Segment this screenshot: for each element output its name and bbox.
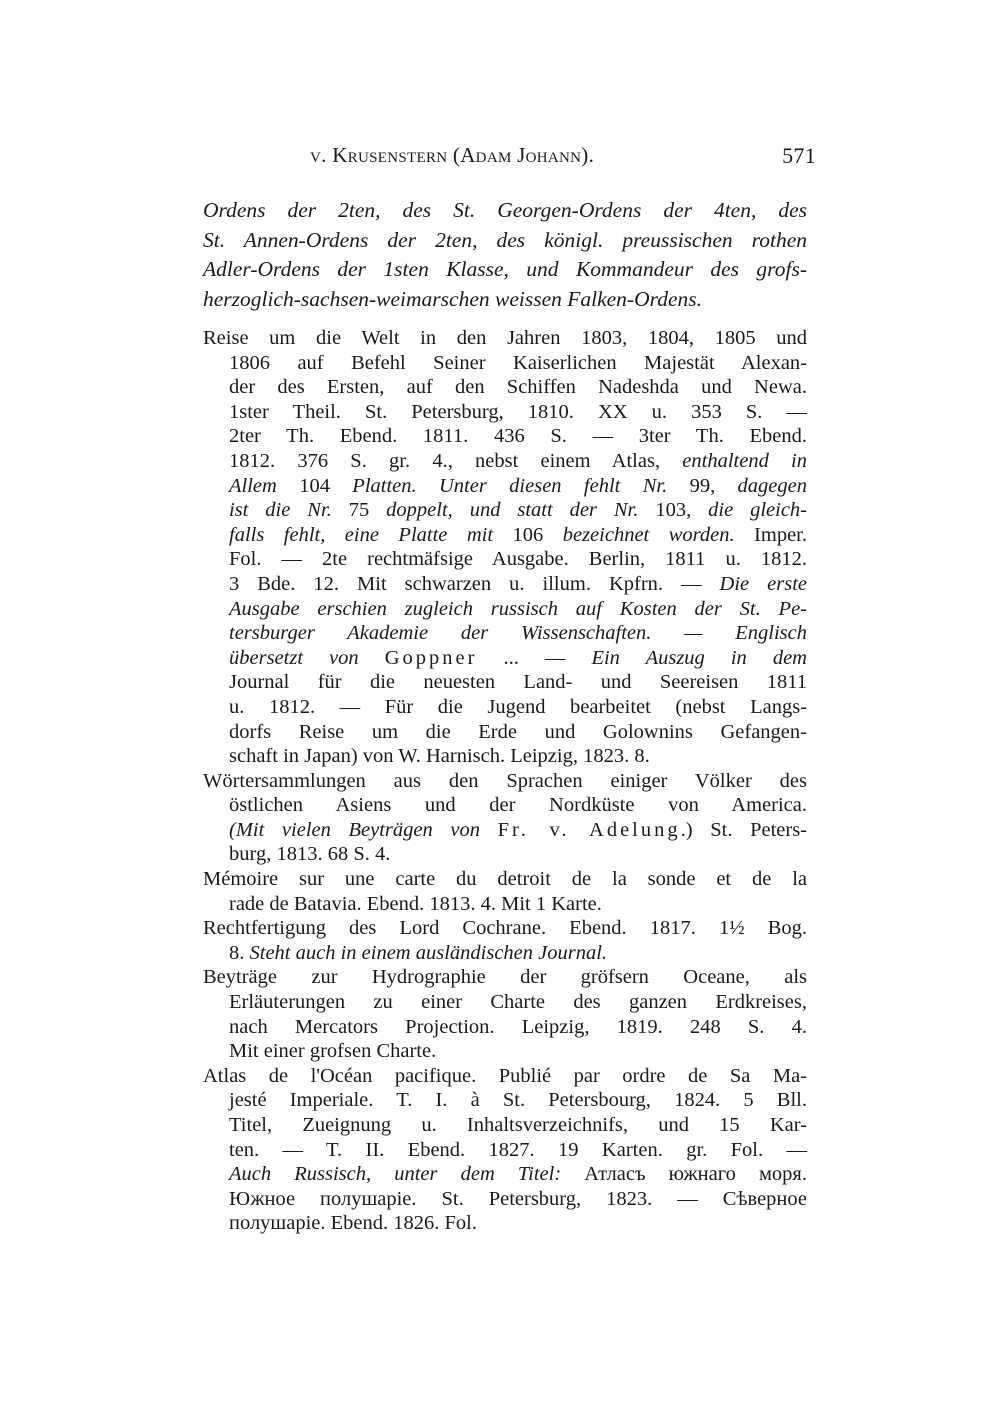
text-segment: jesté Imperiale. T. I. à St. Petersbourg, 1824. 5 Bll. [229, 1089, 807, 1112]
text-segment: dorfs Reise um die Erde und Golownins Gefangen- [229, 720, 807, 743]
entry-line [203, 965, 807, 990]
entry-line [203, 990, 807, 1015]
text-segment: ist die Nr. [229, 499, 349, 522]
text-segment: u. 1812. — Für die Jugend bearbeitet (nebst Langs- [229, 695, 807, 718]
text-segment: Erläuterungen zu einer Charte des ganzen Erdkreises, [229, 991, 807, 1014]
text-segment: enthaltend in [682, 449, 807, 472]
text-segment: übersetzt von [229, 646, 385, 669]
text-segment: burg, 1813. 68 S. 4. [229, 843, 391, 866]
text-segment: Die erste [719, 572, 807, 595]
entry-line [203, 375, 807, 400]
text-segment: Atlas de l'Océan pacifique. Publié par ordre de Sa Ma- [203, 1064, 807, 1087]
entry-line [203, 1138, 807, 1163]
text-segment: 106 [512, 523, 563, 546]
intro-paragraph [203, 196, 807, 314]
text-segment: (Mit vielen Beyträgen von [229, 818, 498, 841]
entry-line [203, 572, 807, 597]
bibliography-entries [203, 326, 807, 1236]
entry-line [203, 818, 807, 843]
text-segment: полушаріе. Ebend. 1826. Fol. [229, 1212, 477, 1235]
bibliography-entry [203, 916, 807, 965]
entry-line [203, 842, 807, 867]
text-segment: 75 [348, 499, 387, 522]
entry-line [203, 449, 807, 474]
text-segment: 104 [299, 474, 353, 497]
entry-line [203, 547, 807, 572]
entry-line [203, 1039, 807, 1064]
text-segment: Fr. v. Adelung [497, 818, 681, 841]
entry-line [203, 498, 807, 523]
text-segment: bezeichnet worden. [562, 523, 735, 546]
text-segment: Южное полушаріе. St. Petersburg, 1823. — Сѣверное [229, 1187, 807, 1210]
entry-line [203, 1113, 807, 1138]
text-segment: Ausgabe erschien zugleich russisch auf Kosten der St. Pe- [229, 597, 807, 620]
text-segment: tersburger Akademie der Wissenschaften. — Englisch [229, 622, 807, 645]
entry-line [203, 1211, 807, 1236]
text-segment: Fol. — 2te rechtmäfsige Ausgabe. Berlin, 1811 u. 1812. [229, 548, 807, 571]
text-segment: Rechtfertigung des Lord Cochrane. Ebend. 1817. 1½ Bog. [203, 917, 807, 940]
intro-line: St. Annen-Ordens der 2ten, des königl. preussischen rothen [203, 227, 807, 252]
text-segment: dagegen [737, 474, 807, 497]
text-segment: 1ster Theil. St. Petersburg, 1810. XX u. 353 S. — [229, 400, 807, 423]
text-segment: 2ter Th. Ebend. 1811. 436 S. — 3ter Th. Ebend. [229, 425, 807, 448]
intro-line: Adler-Ordens der 1sten Klasse, und Kommandeur des grofs- [203, 257, 807, 281]
entry-line [203, 1187, 807, 1212]
text-segment: Mit einer grofsen Charte. [229, 1040, 437, 1063]
entry-line [203, 1162, 807, 1187]
text-segment: Wörtersammlungen aus den Sprachen einiger Völker des [203, 769, 807, 792]
bibliography-entry [203, 326, 807, 769]
entry-line [203, 793, 807, 818]
text-segment: rade de Batavia. Ebend. 1813. 4. Mit 1 Karte. [229, 892, 602, 915]
entry-line [203, 351, 807, 376]
entry-line [203, 695, 807, 720]
text-segment: Reise um die Welt in den Jahren 1803, 1804, 1805 und [203, 327, 807, 349]
entry-line [203, 916, 807, 941]
bibliography-entry [203, 965, 807, 1063]
text-segment: Allem [229, 474, 300, 497]
entry-line [203, 1015, 807, 1040]
entry-line [203, 670, 807, 695]
header-title: v. Krusenstern (Adam Johann). [310, 143, 595, 167]
entry-line [203, 720, 807, 745]
text-segment: 99, [689, 474, 738, 497]
entry-line [203, 892, 807, 917]
entry-line [203, 867, 807, 892]
entry-line [203, 1088, 807, 1113]
running-header [310, 143, 830, 173]
text-segment: Auch Russisch, unter dem Titel: [229, 1163, 585, 1186]
text-segment: 1806 auf Befehl Seiner Kaiserlichen Majestät Alexan- [229, 351, 807, 374]
text-segment: Platten. Unter diesen fehlt Nr. [352, 474, 690, 497]
entry-line [203, 424, 807, 449]
text-segment: Titel, Zueignung u. Inhaltsverzeichnifs, und 15 Kar- [229, 1114, 807, 1136]
entry-line [203, 597, 807, 622]
text-segment: nach Mercators Projection. Leipzig, 1819. 248 S. 4. [229, 1015, 807, 1038]
bibliography-entry [203, 867, 807, 916]
text-segment: Mémoire sur une carte du detroit de la sonde et de la [203, 868, 807, 891]
entry-line [203, 523, 807, 548]
text-segment: 3 Bde. 12. Mit schwarzen u. illum. Kpfrn. — [229, 572, 720, 595]
entry-line [203, 474, 807, 499]
text-segment: Ein Auszug in dem [591, 646, 807, 669]
entry-line [203, 400, 807, 425]
text-segment: Journal für die neuesten Land- und Seereisen 1811 [229, 671, 807, 694]
text-segment: ten. — T. II. Ebend. 1827. 19 Karten. gr. Fol. — [229, 1138, 807, 1161]
text-segment: Goppner [384, 646, 478, 669]
page-number: 571 [782, 143, 816, 168]
entry-line [203, 621, 807, 646]
entry-line [203, 646, 807, 671]
bibliography-entry [203, 1064, 807, 1236]
text-segment: 1812. 376 S. gr. 4., nebst einem Atlas, [229, 449, 683, 472]
entry-line [203, 744, 807, 769]
bibliography-entry [203, 769, 807, 867]
text-segment: 103, [655, 499, 709, 522]
text-segment: östlichen Asiens und der Nordküste von America. [229, 794, 807, 817]
entry-line [203, 326, 807, 351]
text-segment: 8. [229, 941, 250, 964]
text-segment: falls fehlt, eine Platte mit [229, 523, 513, 546]
intro-line: herzoglich-sachsen-weimarschen weissen Falken-Ordens. [203, 286, 702, 311]
text-segment: der des Ersten, auf den Schiffen Nadeshda und Newa. [229, 376, 807, 399]
text-segment: .) St. Peters- [680, 818, 808, 841]
entry-line [203, 1064, 807, 1089]
text-segment: doppelt, und statt der Nr. [386, 499, 656, 522]
entry-line [203, 769, 807, 794]
text-segment: die gleich- [708, 499, 808, 522]
text-segment: Imper. [734, 523, 808, 546]
text-segment: Steht auch in einem ausländischen Journal. [249, 941, 608, 964]
text-segment: Атласъ южнаго моря. [584, 1163, 807, 1186]
intro-line: Ordens der 2ten, des St. Georgen-Ordens der 4ten, des [203, 198, 807, 222]
text-segment: ... — [477, 646, 592, 669]
entry-line [203, 941, 807, 966]
text-segment: schaft in Japan) von W. Harnisch. Leipzig, 1823. 8. [229, 745, 650, 768]
text-segment: Beyträge zur Hydrographie der gröfsern Oceane, als [203, 966, 807, 989]
